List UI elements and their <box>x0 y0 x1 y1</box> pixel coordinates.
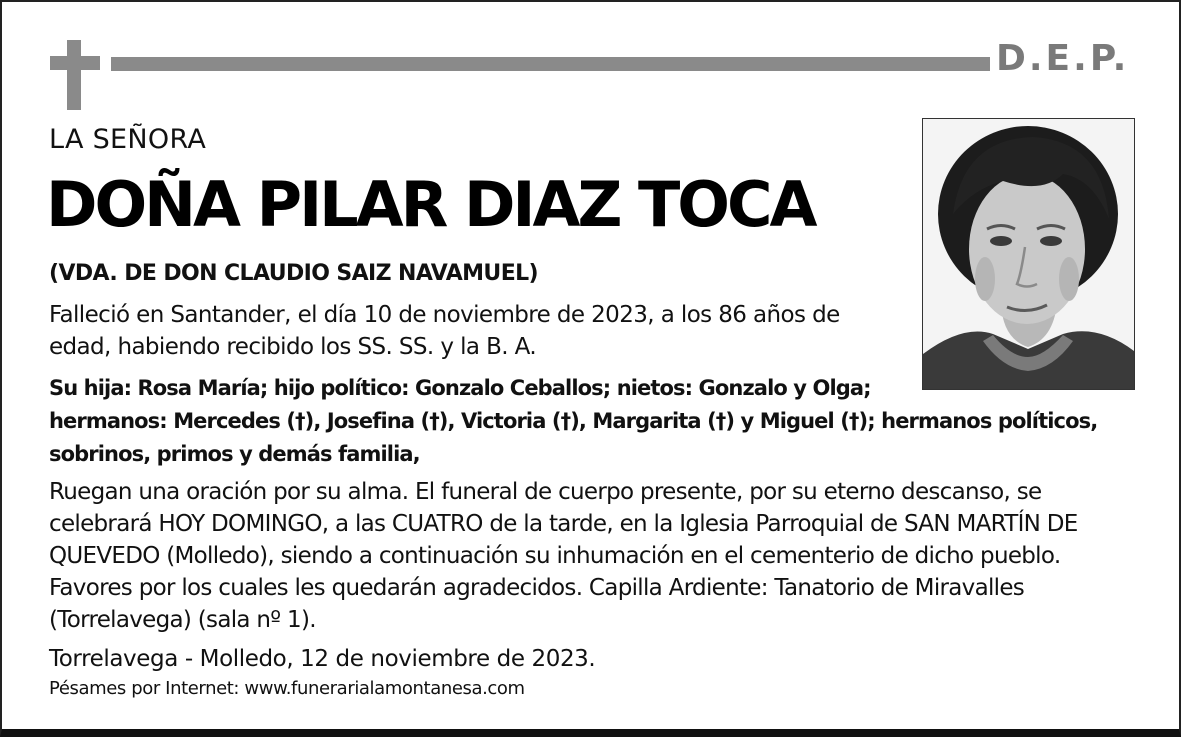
funeral-line: celebrará HOY DOMINGO, a las CUATRO de la tarde, en la Iglesia Parroquial de SAN MARTÍN DE <box>49 511 1078 537</box>
death-details-line: Falleció en Santander, el día 10 de noviembre de 2023, a los 86 años de <box>49 302 840 328</box>
condolences-website: Pésames por Internet: www.funerarialamontanesa.com <box>49 678 525 699</box>
dep-label: D.E.P. <box>996 38 1130 79</box>
deceased-name: DOÑA PILAR DIAZ TOCA <box>46 168 815 241</box>
funeral-details <box>49 476 1149 636</box>
death-details-line: edad, habiendo recibido los SS. SS. y la B. A. <box>49 334 537 360</box>
family-line: sobrinos, primos y demás familia, <box>49 442 420 466</box>
portrait-illustration <box>923 119 1134 389</box>
funeral-line: QUEVEDO (Molledo), siendo a continuación su inhumación en el cementerio de dicho pueblo. <box>49 543 1061 569</box>
header-rule <box>111 57 990 71</box>
funeral-line: Favores por los cuales les quedarán agradecidos. Capilla Ardiente: Tanatorio de Miravalles <box>49 575 1025 601</box>
funeral-line: Ruegan una oración por su alma. El funeral de cuerpo presente, por su eterno descanso, se <box>49 479 1042 505</box>
cross-icon <box>50 40 100 110</box>
funeral-line: (Torrelavega) (sala nº 1). <box>49 607 316 633</box>
intro-text: LA SEÑORA <box>49 124 207 155</box>
family-line: Su hija: Rosa María; hijo político: Gonzalo Ceballos; nietos: Gonzalo y Olga; <box>49 376 871 400</box>
spouse-line: (VDA. DE DON CLAUDIO SAIZ NAVAMUEL) <box>49 261 538 286</box>
death-details <box>49 299 869 363</box>
place-date: Torrelavega - Molledo, 12 de noviembre de 2023. <box>49 646 596 672</box>
family-line: hermanos: Mercedes (†), Josefina (†), Victoria (†), Margarita (†) y Miguel (†); hermanos políticos, <box>49 409 1098 433</box>
portrait-photo <box>922 118 1135 390</box>
